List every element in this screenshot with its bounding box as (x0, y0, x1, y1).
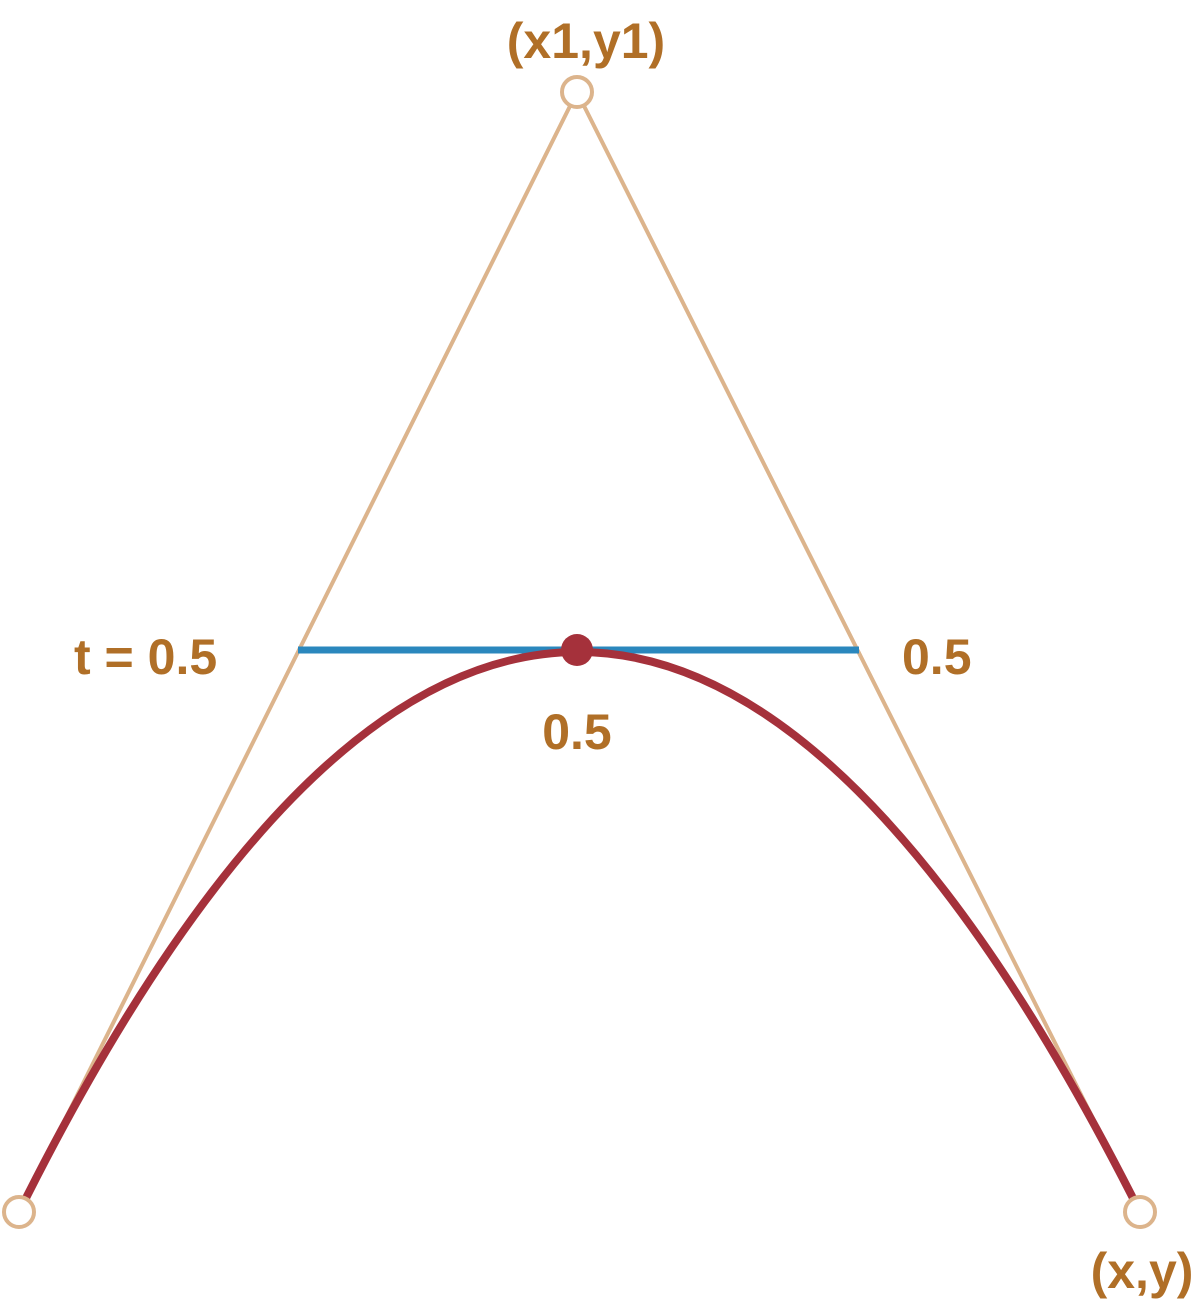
t-curve-label: 0.5 (542, 704, 612, 760)
curve-point-at-t (561, 634, 593, 666)
t-left-label: t = 0.5 (74, 629, 218, 685)
start-point-marker (4, 1197, 34, 1227)
control-point-label: (x1,y1) (506, 13, 666, 69)
control-point-marker (562, 77, 592, 107)
t-right-label: 0.5 (902, 629, 972, 685)
end-point-marker (1125, 1197, 1155, 1227)
end-point-label: (x,y) (1090, 1243, 1194, 1299)
